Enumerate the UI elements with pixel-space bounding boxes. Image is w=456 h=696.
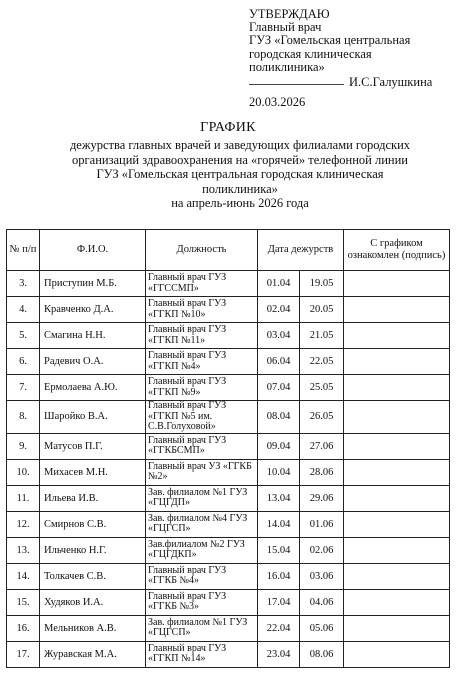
row-signature: [344, 537, 450, 563]
table-header-row: [7, 230, 450, 271]
row-signature: [344, 349, 450, 375]
table-row: [7, 485, 450, 511]
row-position: Зав.филиалом №2 ГУЗ «ГЦГДКП»: [146, 537, 258, 563]
row-position: Зав. филиалом №4 ГУЗ «ГЦГСП»: [146, 511, 258, 537]
table-row: [7, 271, 450, 297]
row-name: Ильева И.В.: [40, 485, 146, 511]
row-position: Главный врач ГУЗ «ГГКБСМП»: [146, 433, 258, 459]
duty-schedule-table: [6, 229, 450, 668]
row-num: 13.: [7, 537, 40, 563]
row-date-second: 21.05: [300, 323, 344, 349]
row-position: Главный врач ГУЗ «ГГКБ №4»: [146, 563, 258, 589]
row-date-first: 16.04: [258, 563, 300, 589]
row-date-second: 27.06: [300, 433, 344, 459]
signer-name: И.С.Галушкина: [349, 75, 433, 90]
row-date-second: 02.06: [300, 537, 344, 563]
table-row: [7, 589, 450, 615]
row-num: 16.: [7, 615, 40, 641]
row-position: Главный врач ГУЗ «ГГКП №4»: [146, 349, 258, 375]
row-name: Толкачев С.В.: [40, 563, 146, 589]
row-date-second: 22.05: [300, 349, 344, 375]
row-name: Ильченко Н.Г.: [40, 537, 146, 563]
row-position: Главный врач ГУЗ «ГГКП №14»: [146, 641, 258, 667]
row-num: 10.: [7, 459, 40, 485]
row-position: Зав. филиалом №1 ГУЗ «ГЦГДП»: [146, 485, 258, 511]
table-row: [7, 615, 450, 641]
row-date-second: 05.06: [300, 615, 344, 641]
row-signature: [344, 459, 450, 485]
row-date-first: 06.04: [258, 349, 300, 375]
row-position: Главный врач ГУЗ «ГГКБ №3»: [146, 589, 258, 615]
row-signature: [344, 271, 450, 297]
row-name: Приступин М.Б.: [40, 271, 146, 297]
table-row: [7, 323, 450, 349]
row-name: Кравченко Д.А.: [40, 297, 146, 323]
row-signature: [344, 401, 450, 434]
row-date-second: 19.05: [300, 271, 344, 297]
row-num: 9.: [7, 433, 40, 459]
row-num: 3.: [7, 271, 40, 297]
approval-line: Главный врач: [249, 20, 322, 35]
row-position: Главный врач ГУЗ «ГГКП №9»: [146, 375, 258, 401]
document-subtitle: [30, 138, 450, 211]
row-date-second: 20.05: [300, 297, 344, 323]
row-signature: [344, 433, 450, 459]
subtitle-line: на апрель-июнь 2026 года: [171, 196, 309, 211]
header-dates: Дата дежурств: [258, 230, 344, 271]
header-position: Должность: [146, 230, 258, 271]
signature-line: [249, 84, 344, 85]
row-signature: [344, 485, 450, 511]
approval-line: городская клиническая: [249, 46, 372, 61]
row-position: Главный врач ГУЗ «ГГКП №11»: [146, 323, 258, 349]
row-signature: [344, 589, 450, 615]
subtitle-line: ГУЗ «Гомельская центральная городская клиническая: [96, 167, 384, 182]
table-row: [7, 641, 450, 667]
approval-line: ГУЗ «Гомельская центральная: [249, 33, 411, 48]
subtitle-line: организаций здравоохранения на «горячей» телефонной линии: [72, 152, 408, 167]
row-signature: [344, 375, 450, 401]
row-name: Матусов П.Г.: [40, 433, 146, 459]
row-date-first: 13.04: [258, 485, 300, 511]
row-date-first: 07.04: [258, 375, 300, 401]
approval-block: [249, 8, 449, 109]
header-sign: С графиком ознакомлен (подпись): [344, 230, 450, 271]
table-row: [7, 511, 450, 537]
table-row: [7, 401, 450, 434]
row-date-second: 25.05: [300, 375, 344, 401]
row-date-first: 08.04: [258, 401, 300, 434]
row-position: Главный врач ГУЗ «ГГКП №5 им. С.В.Голуховой»: [146, 401, 258, 434]
row-num: 14.: [7, 563, 40, 589]
row-signature: [344, 641, 450, 667]
row-num: 5.: [7, 323, 40, 349]
row-date-second: 28.06: [300, 459, 344, 485]
row-date-first: 03.04: [258, 323, 300, 349]
signature-row: [249, 74, 449, 90]
row-signature: [344, 297, 450, 323]
row-position: Главный врач УЗ «ГГКБ №2»: [146, 459, 258, 485]
table-row: [7, 563, 450, 589]
row-num: 7.: [7, 375, 40, 401]
table-row: [7, 433, 450, 459]
approval-heading: УТВЕРЖДАЮ: [249, 7, 330, 21]
approval-date: 20.03.2026: [249, 95, 306, 110]
row-name: Худяков И.А.: [40, 589, 146, 615]
row-date-first: 14.04: [258, 511, 300, 537]
table-row: [7, 375, 450, 401]
row-signature: [344, 511, 450, 537]
row-date-first: 22.04: [258, 615, 300, 641]
row-num: 12.: [7, 511, 40, 537]
row-name: Михасев М.Н.: [40, 459, 146, 485]
header-num: № п/п: [7, 230, 40, 271]
row-num: 17.: [7, 641, 40, 667]
row-signature: [344, 323, 450, 349]
row-name: Ермолаева А.Ю.: [40, 375, 146, 401]
subtitle-line: поликлиника»: [202, 181, 278, 196]
header-name: Ф.И.О.: [40, 230, 146, 271]
row-position: Зав. филиалом №1 ГУЗ «ГЦГСП»: [146, 615, 258, 641]
row-date-first: 01.04: [258, 271, 300, 297]
row-name: Шаройко В.А.: [40, 401, 146, 434]
document-title: ГРАФИК: [200, 120, 256, 135]
row-date-second: 03.06: [300, 563, 344, 589]
row-name: Смирнов С.В.: [40, 511, 146, 537]
row-date-first: 10.04: [258, 459, 300, 485]
approval-line: поликлиника»: [249, 59, 325, 74]
row-date-second: 26.05: [300, 401, 344, 434]
row-num: 11.: [7, 485, 40, 511]
subtitle-line: дежурства главных врачей и заведующих филиалами городских: [69, 138, 411, 152]
row-date-first: 15.04: [258, 537, 300, 563]
table-row: [7, 349, 450, 375]
row-signature: [344, 563, 450, 589]
row-position: Главный врач ГУЗ «ГГССМП»: [146, 271, 258, 297]
row-date-first: 17.04: [258, 589, 300, 615]
row-date-second: 08.06: [300, 641, 344, 667]
row-num: 6.: [7, 349, 40, 375]
row-signature: [344, 615, 450, 641]
row-position: Главный врач ГУЗ «ГГКП №10»: [146, 297, 258, 323]
row-date-first: 09.04: [258, 433, 300, 459]
row-num: 4.: [7, 297, 40, 323]
row-date-second: 04.06: [300, 589, 344, 615]
row-num: 15.: [7, 589, 40, 615]
row-name: Радевич О.А.: [40, 349, 146, 375]
row-date-first: 02.04: [258, 297, 300, 323]
row-name: Журавская М.А.: [40, 641, 146, 667]
row-name: Смагина Н.Н.: [40, 323, 146, 349]
row-num: 8.: [7, 401, 40, 434]
row-date-second: 29.06: [300, 485, 344, 511]
table-row: [7, 297, 450, 323]
row-name: Мельников А.В.: [40, 615, 146, 641]
row-date-first: 23.04: [258, 641, 300, 667]
table-row: [7, 459, 450, 485]
row-date-second: 01.06: [300, 511, 344, 537]
table-row: [7, 537, 450, 563]
